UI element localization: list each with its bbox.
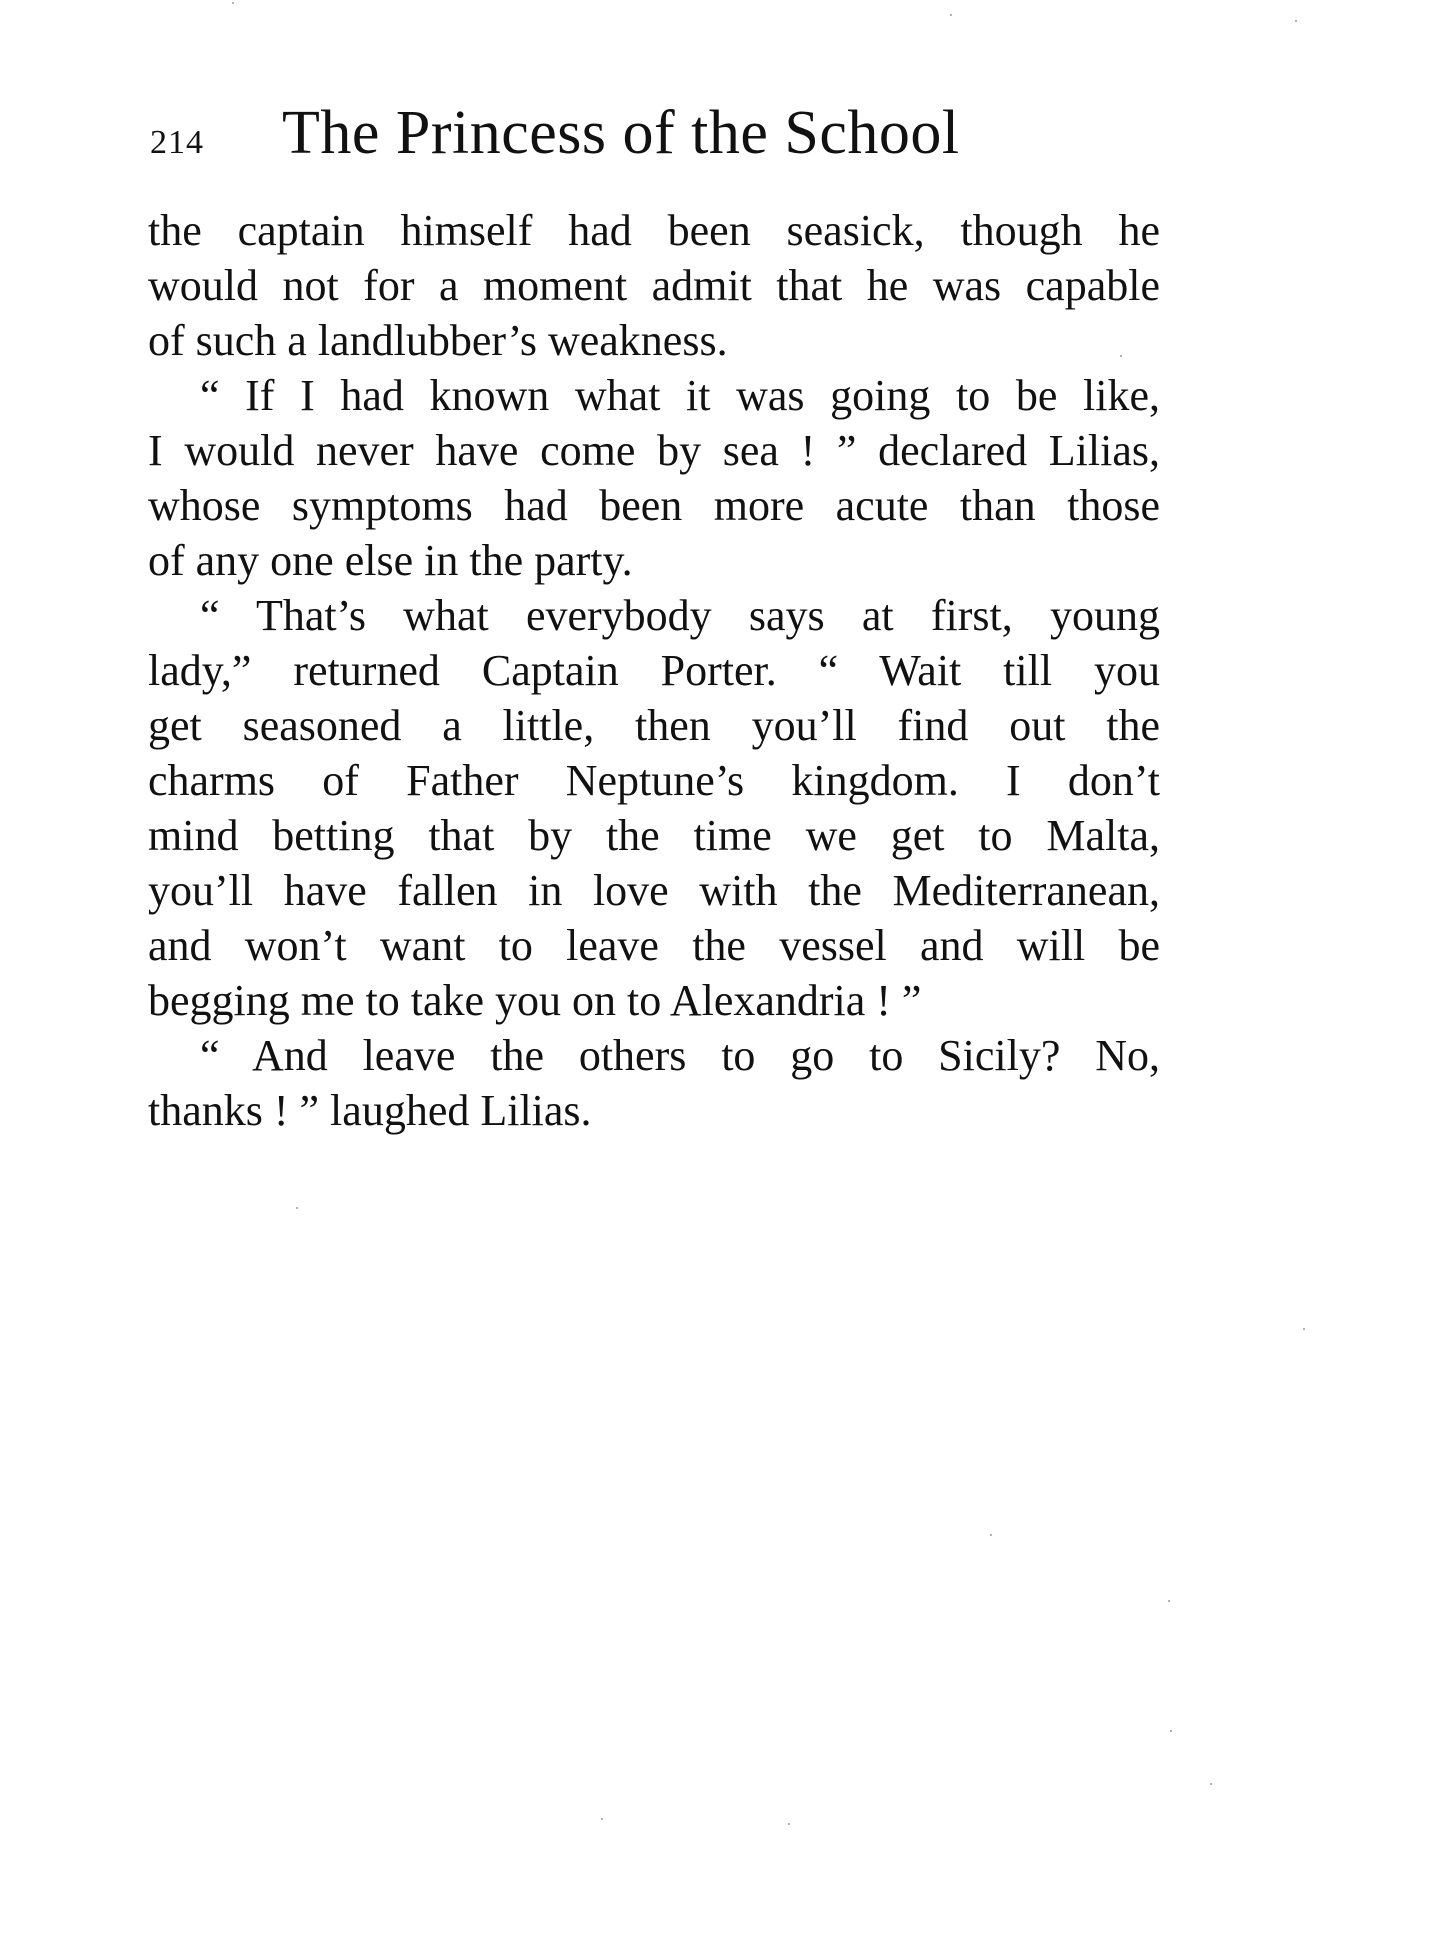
text-line: “ That’s what everybody says at first, young [200, 591, 1160, 640]
scan-speck [950, 14, 952, 16]
text-line: of any one else in the party. [148, 536, 633, 585]
scan-speck [1168, 1600, 1170, 1602]
text-line: the captain himself had been seasick, though he [148, 206, 1160, 255]
text-line: begging me to take you on to Alexandria ! ” [148, 976, 922, 1025]
scan-speck [1210, 1783, 1212, 1785]
text-line: and won’t want to leave the vessel and will be [148, 921, 1160, 970]
text-line: whose symptoms had been more acute than those [148, 481, 1160, 530]
page-header [150, 98, 1160, 178]
text-line: I would never have come by sea ! ” declared Lilias, [148, 426, 1160, 475]
scan-speck [601, 1818, 603, 1820]
running-title: The Princess of the School [282, 99, 960, 167]
text-line: you’ll have fallen in love with the Mediterranean, [148, 866, 1160, 915]
scan-speck [990, 1534, 992, 1536]
scan-speck [296, 1207, 298, 1209]
scan-speck [232, 2, 234, 4]
text-line: “ And leave the others to go to Sicily? No, [200, 1031, 1160, 1080]
scan-speck [1120, 355, 1122, 357]
text-line: thanks ! ” laughed Lilias. [148, 1086, 592, 1135]
scan-speck [1303, 1328, 1305, 1330]
text-line: of such a landlubber’s weakness. [148, 316, 728, 365]
text-line: lady,” returned Captain Porter. “ Wait till you [148, 646, 1160, 695]
body-text [148, 203, 1160, 1138]
scan-speck [1295, 20, 1297, 22]
text-line: “ If I had known what it was going to be like, [200, 371, 1160, 420]
text-line: get seasoned a little, then you’ll find out the [148, 701, 1160, 750]
scan-speck [1170, 1730, 1172, 1732]
scan-speck [788, 1823, 790, 1825]
text-line: charms of Father Neptune’s kingdom. I don’t [148, 756, 1160, 805]
text-line: would not for a moment admit that he was capable [148, 261, 1160, 310]
page-number: 214 [150, 124, 204, 161]
text-line: mind betting that by the time we get to Malta, [148, 811, 1160, 860]
